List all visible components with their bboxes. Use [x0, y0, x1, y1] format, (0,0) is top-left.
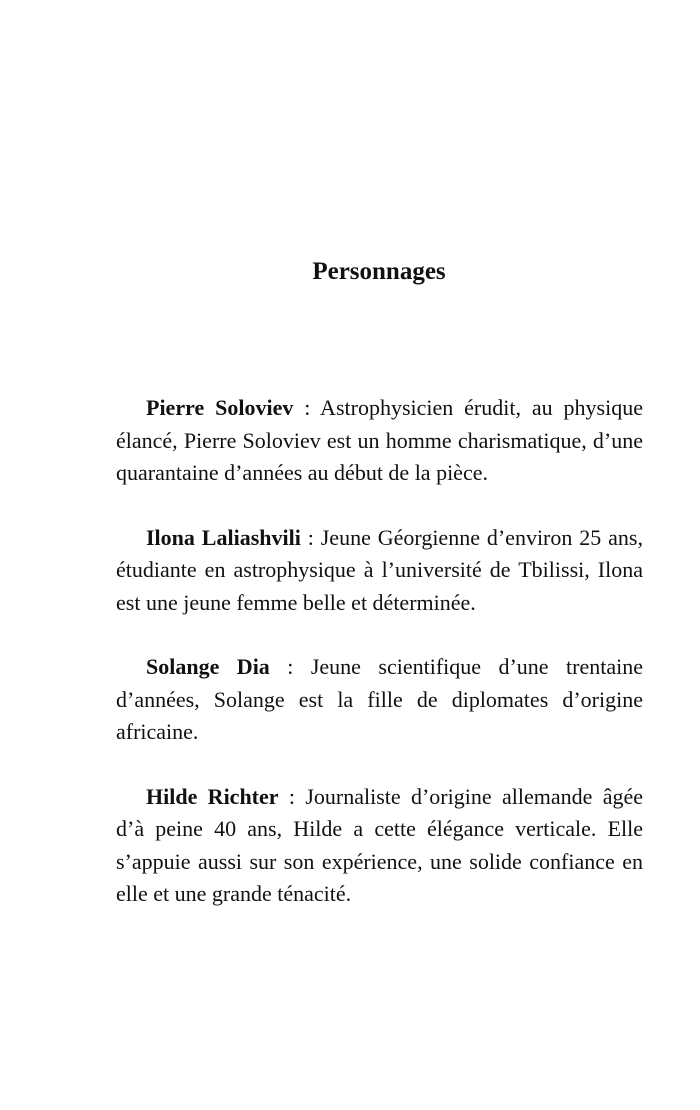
character-entry-hilde	[116, 781, 643, 911]
character-name: Hilde Richter	[146, 783, 279, 809]
character-entry-pierre	[116, 392, 643, 490]
character-entry-ilona	[116, 522, 643, 620]
character-description: : Jeune Géorgienne d’environ 25 ans, étudiante en astrophysique à l’université de Tbilissi, Ilona est une jeune femme belle et déterminée.	[116, 524, 643, 615]
character-name: Ilona Laliashvili	[146, 524, 301, 550]
character-description: : Journaliste d’origine allemande âgée d’à peine 40 ans, Hilde a cette élégance verticale. Elle s’appuie aussi sur son expérience, une solide confiance en elle et une grande ténacité.	[116, 783, 643, 906]
character-name: Solange Dia	[146, 654, 270, 679]
character-description: : Astrophysicien érudit, au physique élancé, Pierre Soloviev est un homme charismatique, d’une quarantaine d’années au début de la pièce.	[116, 395, 643, 485]
character-description: : Jeune scientifique d’une trentaine d’années, Solange est la fille de diplomates d’origine africaine.	[116, 654, 643, 744]
character-list	[116, 392, 643, 943]
page-title: Personnages	[312, 258, 446, 285]
character-entry-solange	[116, 651, 643, 749]
character-name: Pierre Soloviev	[146, 395, 294, 420]
